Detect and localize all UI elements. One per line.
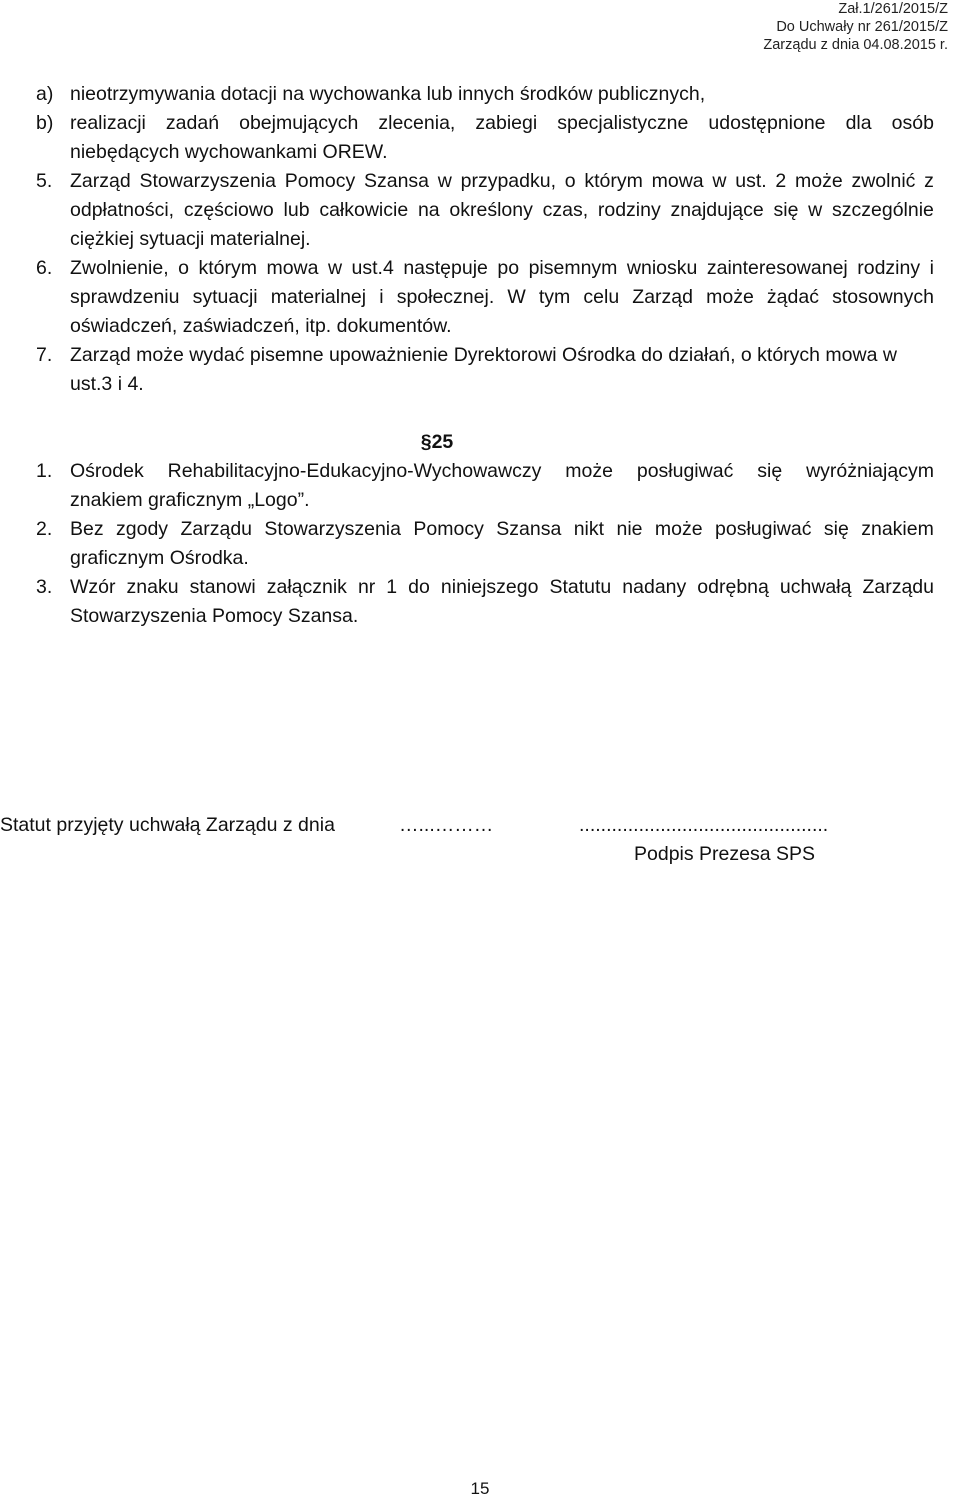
- list-item: [36, 80, 934, 109]
- section-point-1: [36, 457, 934, 515]
- word: realizacji: [70, 112, 146, 134]
- list-marker: 5.: [36, 170, 53, 192]
- word: udostępnione: [708, 112, 826, 134]
- text-line: [70, 457, 934, 486]
- word: na: [417, 199, 440, 221]
- document-body: [36, 80, 934, 631]
- word: rodziny: [857, 257, 921, 279]
- text-line: [70, 254, 934, 283]
- word: 2: [775, 170, 787, 192]
- text-line: [70, 515, 934, 544]
- list-marker: 3.: [36, 576, 53, 598]
- word: sprawdzeniu: [70, 286, 180, 308]
- word: posługiwać: [636, 460, 734, 482]
- resolution-reference: Do Uchwały nr 261/2015/Z: [776, 19, 948, 35]
- word: dla: [845, 112, 872, 134]
- word: znaku: [126, 576, 179, 598]
- text-line: [70, 167, 934, 196]
- word: o: [564, 170, 576, 192]
- word: Zarząd: [632, 286, 693, 308]
- text-line: oświadczeń, zaświadczeń, itp. dokumentów.: [70, 315, 452, 337]
- word: posługiwać: [715, 518, 812, 540]
- page-number: 15: [470, 1479, 490, 1498]
- word: społecznej.: [396, 286, 495, 308]
- word: odpłatności,: [70, 199, 175, 221]
- text-line: znakiem graficznym „Logo”.: [70, 489, 310, 511]
- word: Wzór: [70, 576, 116, 598]
- text-line: Zarząd może wydać pisemne upoważnienie Dyrektorowi Ośrodka do działań, o których mowa w: [70, 344, 897, 366]
- word: mowa: [651, 170, 704, 192]
- text-line: ciężkiej sytuacji materialnej.: [70, 228, 311, 250]
- word: Pomocy: [413, 518, 484, 540]
- word: zainteresowanej: [706, 257, 848, 279]
- signature-placeholder: ..............................................: [579, 814, 829, 836]
- word: do: [408, 576, 430, 598]
- word: Bez: [70, 518, 104, 540]
- list-marker: 1.: [36, 460, 53, 482]
- word: celu: [583, 286, 620, 308]
- word: uchwałą: [779, 576, 852, 598]
- word: ust.4: [351, 257, 394, 279]
- word: Pomocy: [284, 170, 356, 192]
- word: częściowo: [183, 199, 274, 221]
- word: może: [706, 286, 754, 308]
- word: stanowi: [189, 576, 256, 598]
- list-marker: a): [36, 83, 54, 105]
- word: się: [823, 518, 849, 540]
- word: którym: [584, 170, 643, 192]
- word: Statutu: [549, 576, 612, 598]
- word: którym: [198, 257, 257, 279]
- point-7: [36, 341, 934, 399]
- word: w: [712, 170, 727, 192]
- word: sytuacji: [192, 286, 258, 308]
- word: Zarządu: [180, 518, 253, 540]
- attachment-number: Zał.1/261/2015/Z: [838, 1, 948, 17]
- word: osób: [891, 112, 934, 134]
- list-marker: b): [36, 112, 54, 134]
- text-line: [70, 196, 934, 225]
- word: Szansa: [363, 170, 430, 192]
- word: Szansa: [496, 518, 562, 540]
- word: całkowicie: [319, 199, 409, 221]
- word: zwolnić: [851, 170, 916, 192]
- section-point-2: [36, 515, 934, 573]
- word: załącznik: [266, 576, 347, 598]
- word: Stowarzyszenia: [264, 518, 401, 540]
- word: w: [808, 199, 823, 221]
- text-line: graficznym Ośrodka.: [70, 547, 249, 569]
- word: o: [178, 257, 189, 279]
- word: z: [924, 170, 934, 192]
- word: Stowarzyszenia: [139, 170, 277, 192]
- word: nikt: [573, 518, 605, 540]
- signature-label: Podpis Prezesa SPS: [634, 843, 816, 865]
- word: zgody: [116, 518, 169, 540]
- word: określony: [449, 199, 533, 221]
- list-item: [36, 109, 934, 167]
- word: może: [795, 170, 843, 192]
- word: odrębną: [697, 576, 769, 598]
- word: materialnej: [270, 286, 367, 308]
- word: wniosku: [626, 257, 698, 279]
- word: i: [929, 257, 934, 279]
- word: W: [507, 286, 526, 308]
- word: w: [327, 257, 343, 279]
- word: 1: [386, 576, 398, 598]
- text-line: [70, 573, 934, 602]
- word: czas,: [542, 199, 589, 221]
- word: znakiem: [861, 518, 934, 540]
- word: się: [757, 460, 783, 482]
- point-6: [36, 254, 934, 341]
- word: Zarząd: [70, 170, 131, 192]
- word: Zwolnienie,: [70, 257, 169, 279]
- word: mowa: [266, 257, 319, 279]
- word: niniejszego: [440, 576, 539, 598]
- word: nie: [616, 518, 643, 540]
- section-heading: §25: [420, 431, 454, 453]
- point-5: [36, 167, 934, 254]
- word: pisemnym: [528, 257, 618, 279]
- text-line: [70, 109, 934, 138]
- text-line: Stowarzyszenia Pomocy Szansa.: [70, 605, 359, 627]
- attachment-header: [763, 0, 948, 54]
- word: nadany: [622, 576, 687, 598]
- word: się: [773, 199, 799, 221]
- word: lub: [283, 199, 310, 221]
- word: następuje: [403, 257, 488, 279]
- text-line: ust.3 i 4.: [70, 373, 144, 395]
- word: może: [654, 518, 703, 540]
- word: ust.: [735, 170, 767, 192]
- list-marker: 7.: [36, 344, 53, 366]
- word: tym: [538, 286, 571, 308]
- text-line: nieotrzymywania dotacji na wychowanka lub innych środków publicznych,: [70, 83, 706, 105]
- resolution-date: Zarządu z dnia 04.08.2015 r.: [763, 37, 948, 53]
- word: stosownych: [832, 286, 934, 308]
- text-line: niebędących wychowankami OREW.: [70, 141, 388, 163]
- word: Rehabilitacyjno-Edukacyjno-Wychowawczy: [167, 460, 542, 482]
- word: znajdujące: [670, 199, 764, 221]
- word: specjalistyczne: [557, 112, 689, 134]
- word: Zarządu: [862, 576, 934, 598]
- word: po: [497, 257, 520, 279]
- word: szczególnie: [832, 199, 934, 221]
- word: w: [437, 170, 452, 192]
- word: zadań: [165, 112, 220, 134]
- word: Ośrodek: [70, 460, 144, 482]
- statute-adoption-text: Statut przyjęty uchwałą Zarządu z dnia: [0, 814, 335, 836]
- word: zabiegi: [475, 112, 538, 134]
- word: rodziny: [597, 199, 661, 221]
- word: wyróżniającym: [806, 460, 934, 482]
- list-marker: 6.: [36, 257, 53, 279]
- word: obejmujących: [239, 112, 359, 134]
- text-line: [70, 283, 934, 312]
- word: przypadku,: [460, 170, 556, 192]
- word: żądać: [766, 286, 819, 308]
- word: zlecenia,: [378, 112, 456, 134]
- date-placeholder: …...………: [399, 814, 494, 836]
- section-point-3: [36, 573, 934, 631]
- word: może: [565, 460, 613, 482]
- word: i: [379, 286, 384, 308]
- list-marker: 2.: [36, 518, 53, 540]
- word: nr: [357, 576, 376, 598]
